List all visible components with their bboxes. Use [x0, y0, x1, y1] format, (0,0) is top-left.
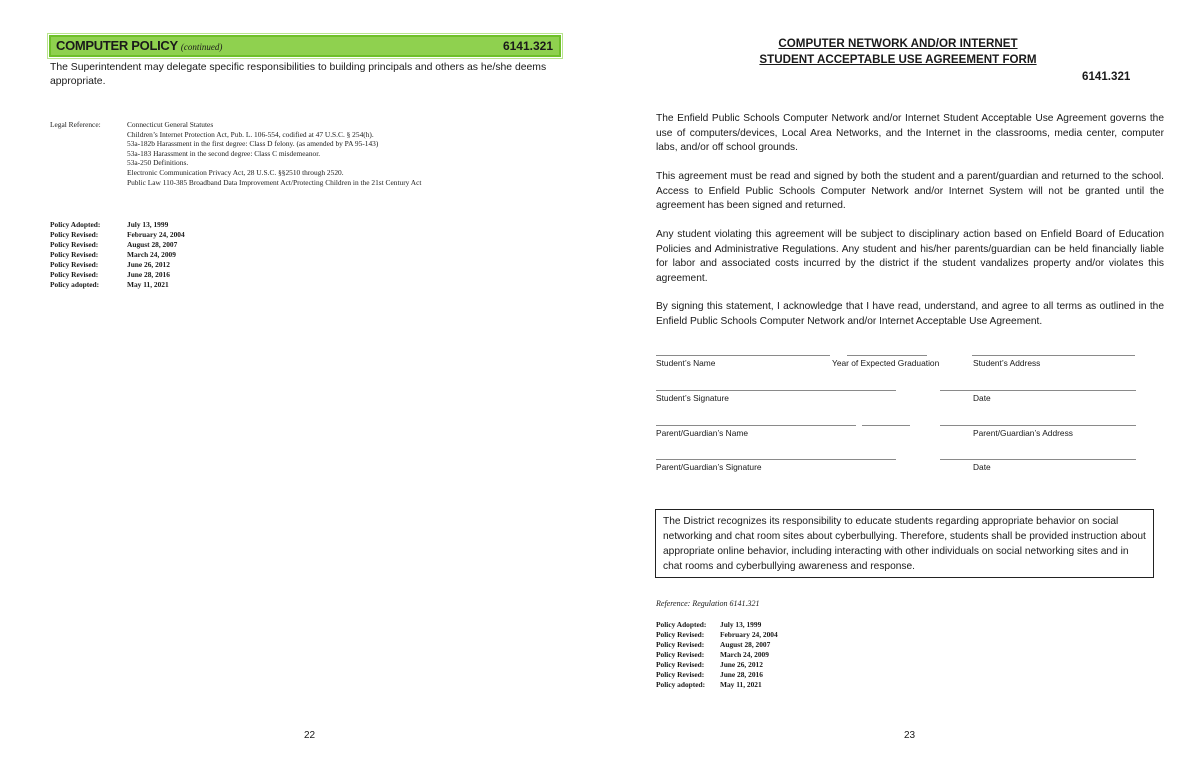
history-row: Policy Revised: August 28, 2007 [656, 640, 771, 649]
history-row: Policy adopted: May 11, 2021 [656, 680, 762, 689]
policy-title: COMPUTER POLICY (continued) [56, 38, 223, 53]
agreement-paragraph: Any student violating this agreement will be subject to disciplinary action based on Enfield Board of Education Policies and Administrative Regulations. Any student and his/her parents/guardian can be held financially liable for labor and associated costs incurred by the district if the student vandalizes property and/or violates this agreement. [656, 229, 1164, 284]
student-name-label: Student’s Name [656, 358, 716, 368]
history-row: Policy Adopted: July 13, 1999 [50, 220, 169, 229]
legal-reference-item: Electronic Communication Privacy Act, 28 U.S.C. §§2510 through 2520. [127, 167, 344, 177]
student-date-label: Date [973, 393, 991, 403]
parent-address-line[interactable] [940, 425, 1136, 426]
history-row: Policy Revised: June 28, 2016 [50, 270, 170, 279]
page-number: 22 [304, 730, 316, 741]
policy-code: 6141.321 [502, 39, 553, 53]
history-row: Policy Revised: February 24, 2004 [50, 230, 185, 239]
legal-reference-list [127, 120, 587, 187]
continued-label: (continued) [180, 42, 223, 52]
parent-signature-line[interactable] [656, 459, 896, 460]
cyberbullying-notice: The District recognizes its responsibility to educate students regarding appropriate behavior on social networking and chat room sites about cyberbullying. Therefore, students shall be provided instruction about appropriate online behavior, including interacting with other individuals on social networking sites and in chat rooms and cyberbullying awareness and response. [655, 509, 1154, 578]
page-number: 23 [904, 730, 916, 741]
history-row: Policy Revised: June 28, 2016 [656, 670, 763, 679]
agreement-paragraph: The Enfield Public Schools Computer Network and/or Internet Student Acceptable Use Agreement governs the use of computers/devices, Local Area Networks, and the Internet in the classrooms, media center, computer labs, and/or off school grounds. [656, 113, 1164, 153]
regulation-reference: Reference: Regulation 6141.321 [656, 599, 760, 608]
delegation-paragraph: The Superintendent may delegate specific responsibilities to building principals and others as he/she deems appropriate. [50, 62, 547, 87]
student-signature-label: Student’s Signature [656, 393, 729, 403]
graduation-year-line[interactable] [847, 355, 927, 356]
history-row: Policy Revised: March 24, 2009 [656, 650, 769, 659]
legal-reference-item: 53a-250 Definitions. [127, 158, 189, 168]
legal-reference-item: Public Law 110-385 Broadband Data Improvement Act/Protecting Children in the 21st Century Act [127, 177, 422, 187]
legal-reference-label: Legal Reference: [50, 120, 101, 129]
policy-history [50, 220, 185, 290]
parent-name-line[interactable] [656, 425, 856, 426]
policy-history [656, 620, 778, 690]
history-row: Policy Revised: June 26, 2012 [50, 260, 170, 269]
student-signature-line[interactable] [656, 390, 896, 391]
history-row: Policy Revised: February 24, 2004 [656, 630, 778, 639]
graduation-year-label: Year of Expected Graduation [832, 358, 940, 368]
parent-date-label: Date [973, 462, 991, 472]
history-row: Policy Revised: March 24, 2009 [50, 250, 176, 259]
legal-reference-item: Connecticut General Statutes [127, 120, 214, 129]
parent-name-label: Parent/Guardian’s Name [656, 428, 749, 438]
parent-signature-label: Parent/Guardian’s Signature [656, 462, 762, 472]
form-title: COMPUTER NETWORK AND/OR INTERNET STUDENT ACCEPTABLE USE AGREEMENT FORM [759, 37, 1037, 66]
parent-address-label: Parent/Guardian’s Address [973, 428, 1073, 438]
form-policy-code: 6141.321 [1082, 70, 1131, 83]
legal-reference-item: Children’s Internet Protection Act, Pub. L. 106-554, codified at 47 U.S.C. § 254(h). [127, 129, 374, 139]
parent-date-line[interactable] [940, 459, 1136, 460]
parent-name-line-extra[interactable] [862, 425, 910, 426]
history-row: Policy adopted: May 11, 2021 [50, 280, 169, 289]
student-address-label: Student’s Address [973, 358, 1041, 368]
history-row: Policy Revised: August 28, 2007 [50, 240, 178, 249]
history-row: Policy Revised: June 26, 2012 [656, 660, 763, 669]
agreement-paragraph: By signing this statement, I acknowledge that I have read, understand, and agree to all terms as outlined in the Enfield Public Schools Computer Network and/or Internet Acceptable Use Agreement. [656, 301, 1164, 327]
student-address-line[interactable] [972, 355, 1135, 356]
legal-reference-item: 53a-182b Harassment in the first degree: Class D felony. (as amended by PA 95-143) [127, 139, 379, 149]
student-date-line[interactable] [940, 390, 1136, 391]
student-name-line[interactable] [656, 355, 830, 356]
legal-reference-item: 53a-183 Harassment in the second degree: Class C misdemeanor. [127, 148, 321, 158]
agreement-paragraph: This agreement must be read and signed by both the student and a parent/guardian and returned to the school. Access to Enfield Public Schools Computer Network and/or Internet System will not be granted until the agreement has been signed and returned. [656, 171, 1164, 211]
history-row: Policy Adopted: July 13, 1999 [656, 620, 762, 629]
policy-header-bar [49, 35, 561, 57]
